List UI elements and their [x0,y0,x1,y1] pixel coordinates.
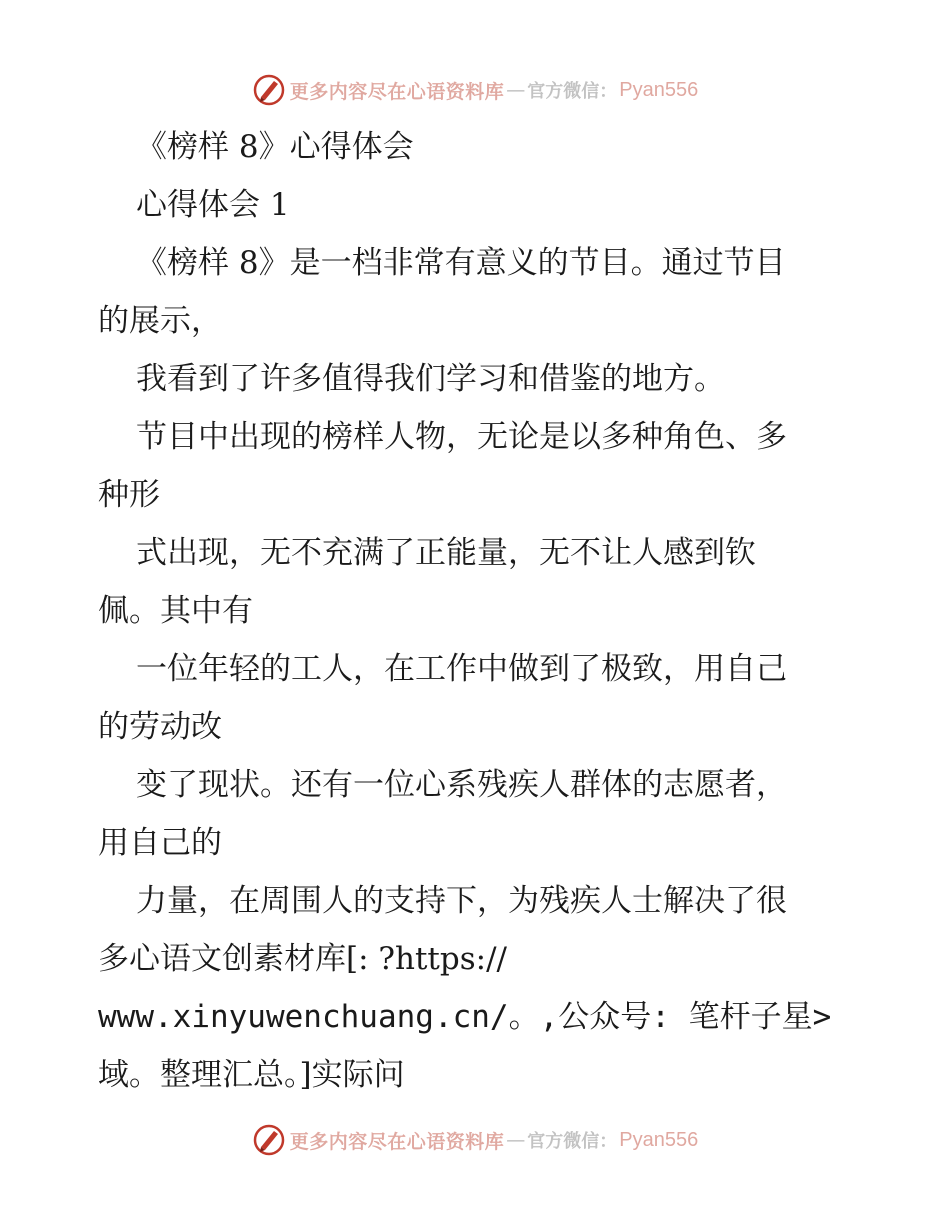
watermark-dash: — [506,79,526,101]
text-line: 式出现，无不充满了正能量，无不让人感到钦 [136,535,756,571]
section-heading: 心得体会 1 [136,187,290,223]
text-line: 力量，在周围人的支持下，为残疾人士解决了很 [136,883,787,919]
text-line: 我看到了许多值得我们学习和借鉴的地方。 [136,361,725,397]
text-line: 变了现状。还有一位心系残疾人群体的志愿者， [136,767,787,803]
watermark-wechat-id: Pyan556 [619,1128,699,1151]
text-line: 的劳动改 [98,709,222,745]
text-line: 佩。其中有 [98,593,253,629]
text-line: 一位年轻的工人，在工作中做到了极致，用自己 [136,651,787,687]
text-line: 多心语文创素材库[: ?https:// [98,941,507,977]
watermark-text: 更多内容尽在心语资料库 [289,1130,505,1153]
text-line: 《榜样 8》是一档非常有意义的节目。通过节目 [136,245,786,281]
watermark-dash: — [506,1129,526,1151]
text-line: 域。整理汇总。]实际问 [98,1057,405,1093]
text-line: 的展示， [98,303,222,339]
pen-logo-icon [252,1123,286,1157]
watermark-wechat-label: 官方微信： [527,1131,618,1152]
footer-watermark [0,1122,950,1158]
document-title: 《榜样 8》心得体会 [136,129,414,165]
watermark-wechat-label: 官方微信： [527,81,618,102]
text-line: 种形 [98,477,160,513]
header-watermark [0,72,950,108]
url-line: www.xinyuwenchuang.cn/。,公众号: 笔杆子星> [98,999,832,1035]
pen-logo-icon [252,73,286,107]
watermark-text: 更多内容尽在心语资料库 [289,80,505,103]
watermark-wechat-id: Pyan556 [619,78,699,101]
document-body [98,118,858,1104]
text-line: 节目中出现的榜样人物，无论是以多种角色、多 [136,419,787,455]
text-line: 用自己的 [98,825,222,861]
